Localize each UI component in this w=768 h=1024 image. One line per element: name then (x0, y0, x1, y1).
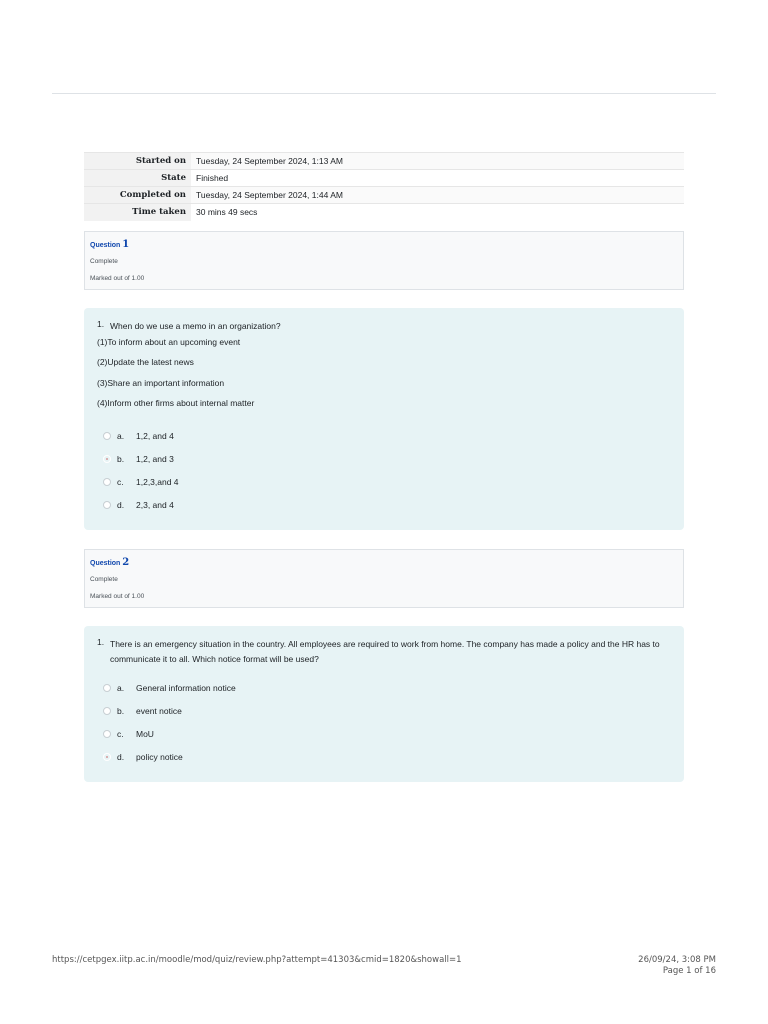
stem-text: When do we use a memo in an organization? (110, 321, 281, 331)
option-text: policy notice (136, 752, 183, 762)
summary-row (84, 153, 684, 170)
radio-button[interactable] (103, 478, 111, 486)
stem-number: 1. (97, 637, 105, 647)
summary-row (84, 170, 684, 187)
question-content (84, 626, 684, 782)
question-prefix: Question (90, 242, 121, 249)
question-content (84, 308, 684, 530)
question-info-box (84, 549, 684, 608)
summary-value: Finished (191, 170, 684, 187)
option-text: 1,2, and 4 (136, 431, 174, 441)
radio-button[interactable] (103, 730, 111, 738)
option-text: 2,3, and 4 (136, 500, 174, 510)
option-letter: d. (117, 752, 125, 762)
question-number-value: 2 (122, 557, 130, 568)
summary-label: State (84, 170, 191, 187)
question-info-box (84, 231, 684, 290)
stem-number: 1. (97, 319, 105, 329)
option-letter: c. (117, 729, 124, 739)
option-letter: d. (117, 500, 125, 510)
option-text: 1,2,3,and 4 (136, 477, 179, 487)
option-text: 1,2, and 3 (136, 454, 174, 464)
question-number-value: 1 (122, 239, 130, 250)
footer-meta (638, 955, 716, 977)
question-number (90, 558, 678, 569)
summary-label: Started on (84, 153, 191, 170)
option-text: event notice (136, 706, 182, 716)
question-subitem: (1)To inform about an upcoming event (97, 337, 241, 347)
stem-text: There is an emergency situation in the country. All employees are required to work from home. The company has made a policy and the HR has to communicate it to all. Which notice format will be used? (110, 639, 660, 664)
option-text: MoU (136, 729, 154, 739)
question-number (90, 240, 678, 251)
summary-value: Tuesday, 24 September 2024, 1:44 AM (191, 187, 684, 204)
radio-button[interactable] (103, 432, 111, 440)
question-prefix: Question (90, 560, 121, 567)
radio-button[interactable] (103, 684, 111, 692)
question-state: Complete (90, 576, 118, 583)
question-subitem: (3)Share an important information (97, 378, 225, 388)
radio-button-selected[interactable] (103, 455, 111, 463)
option-text: General information notice (136, 683, 236, 693)
question-subitem: (2)Update the latest news (97, 357, 194, 367)
question-grade: Marked out of 1.00 (90, 593, 145, 600)
footer-url: https://cetpgex.iitp.ac.in/moodle/mod/quiz/review.php?attempt=41303&cmid=1820&showall=1 (52, 955, 462, 965)
radio-button[interactable] (103, 501, 111, 509)
option-letter: c. (117, 477, 124, 487)
option-letter: b. (117, 454, 125, 464)
option-letter: a. (117, 683, 125, 693)
attempt-summary-table (84, 152, 684, 221)
question-state: Complete (90, 258, 118, 265)
header-divider (52, 93, 716, 94)
summary-value: 30 mins 49 secs (191, 204, 684, 221)
radio-button-selected[interactable] (103, 753, 111, 761)
footer-datetime: 26/09/24, 3:08 PM (638, 955, 716, 965)
summary-row (84, 204, 684, 221)
summary-label: Completed on (84, 187, 191, 204)
footer-page-number: Page 1 of 16 (662, 966, 716, 976)
summary-row (84, 187, 684, 204)
option-letter: a. (117, 431, 125, 441)
option-letter: b. (117, 706, 125, 716)
question-subitem: (4)Inform other firms about internal matter (97, 398, 255, 408)
question-grade: Marked out of 1.00 (90, 275, 145, 282)
summary-label: Time taken (84, 204, 191, 221)
radio-button[interactable] (103, 707, 111, 715)
summary-value: Tuesday, 24 September 2024, 1:13 AM (191, 153, 684, 170)
